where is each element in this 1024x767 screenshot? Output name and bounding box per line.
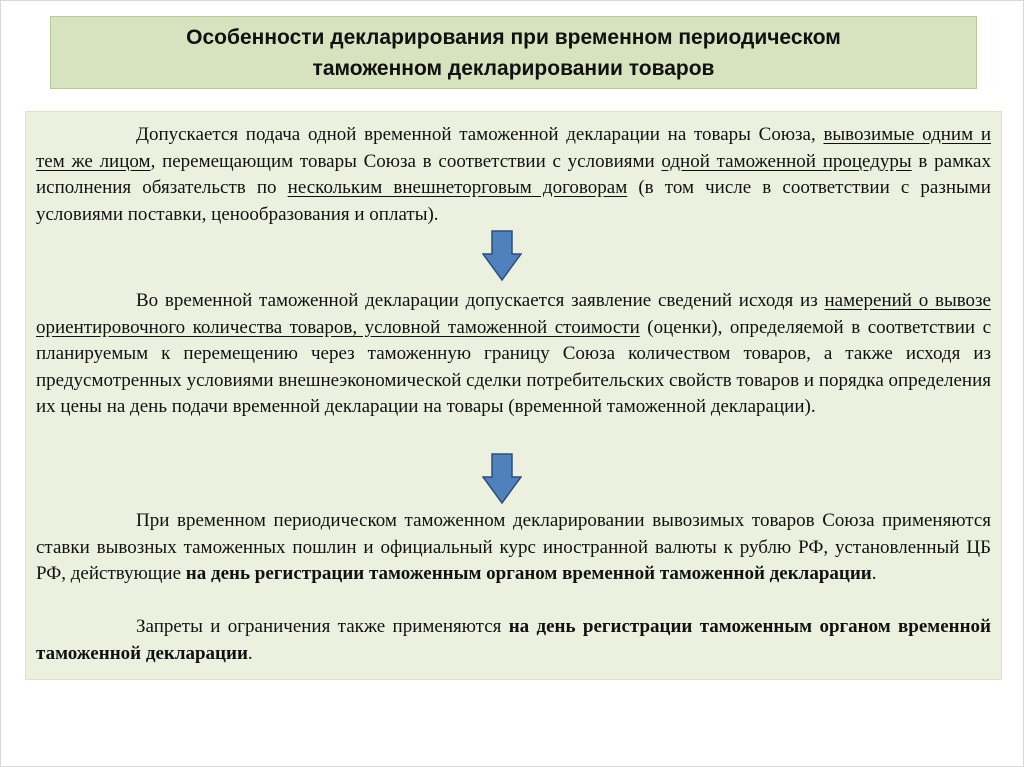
p2-text-2: (оценки), определяемой в соответствии с планируемым к перемещению через таможенную границу Союза количеством товаров, а также исходя из предусмотренных условиями внешнеэкономической сделки потребительских свойств товаров и порядка определения их цены на день подачи временной декларации на товары (временной таможенной декларации). <box>36 316 991 417</box>
down-arrow-icon <box>482 453 522 505</box>
p3-bold-registration-day: на день регистрации таможенным органом временной таможенной декларации <box>185 563 872 584</box>
p3-text-2: . <box>871 563 877 584</box>
p1-text-4: (в том числе в соответствии с разными условиями поставки, ценообразования и оплаты). <box>36 177 991 225</box>
paragraph-duty-rates <box>36 508 991 588</box>
p1-text-3: в рамках исполнения обязательств по <box>36 150 991 198</box>
p2-text-1: Во временной таможенной декларации допускается заявление сведений исходя из <box>136 290 825 311</box>
p1-underlined-same-person: вывозимые одним и тем же лицом <box>36 124 991 172</box>
p4-text-1: Запреты и ограничения также применяются <box>136 616 509 637</box>
p1-underlined-one-procedure: одной таможенной процедуры <box>661 150 912 172</box>
content-box <box>25 111 1002 680</box>
page-title <box>186 22 841 84</box>
p3-text-1: При временном периодическом таможенном декларировании вывозимых товаров Союза применяются ставки вывозных таможенных пошлин и официальный курс иностранной валюты к рублю РФ, установленный ЦБ РФ, действующие <box>36 510 991 584</box>
p4-bold-registration-day: на день регистрации таможенным органом временной таможенной декларации <box>36 616 991 664</box>
down-arrow-icon <box>482 230 522 282</box>
paragraph-single-declaration <box>36 122 991 228</box>
p2-underlined-intentions: намерений о вывозе ориентировочного количества товаров, условной таможенной стоимости <box>36 290 991 338</box>
p1-text-1: Допускается подача одной временной таможенной декларации на товары Союза, <box>136 124 824 145</box>
p1-underlined-several-contracts: нескольким внешнеторговым договорам <box>287 177 628 198</box>
paragraph-restrictions <box>36 614 991 667</box>
title-line-2: таможенном декларировании товаров <box>312 56 715 80</box>
title-box <box>50 16 977 89</box>
paragraph-declaration-contents <box>36 288 991 421</box>
p1-text-2: , перемещающим товары Союза в соответствии с условиями <box>150 150 662 172</box>
p4-text-2: . <box>247 642 253 664</box>
title-line-1: Особенности декларирования при временном периодическом <box>186 25 841 49</box>
